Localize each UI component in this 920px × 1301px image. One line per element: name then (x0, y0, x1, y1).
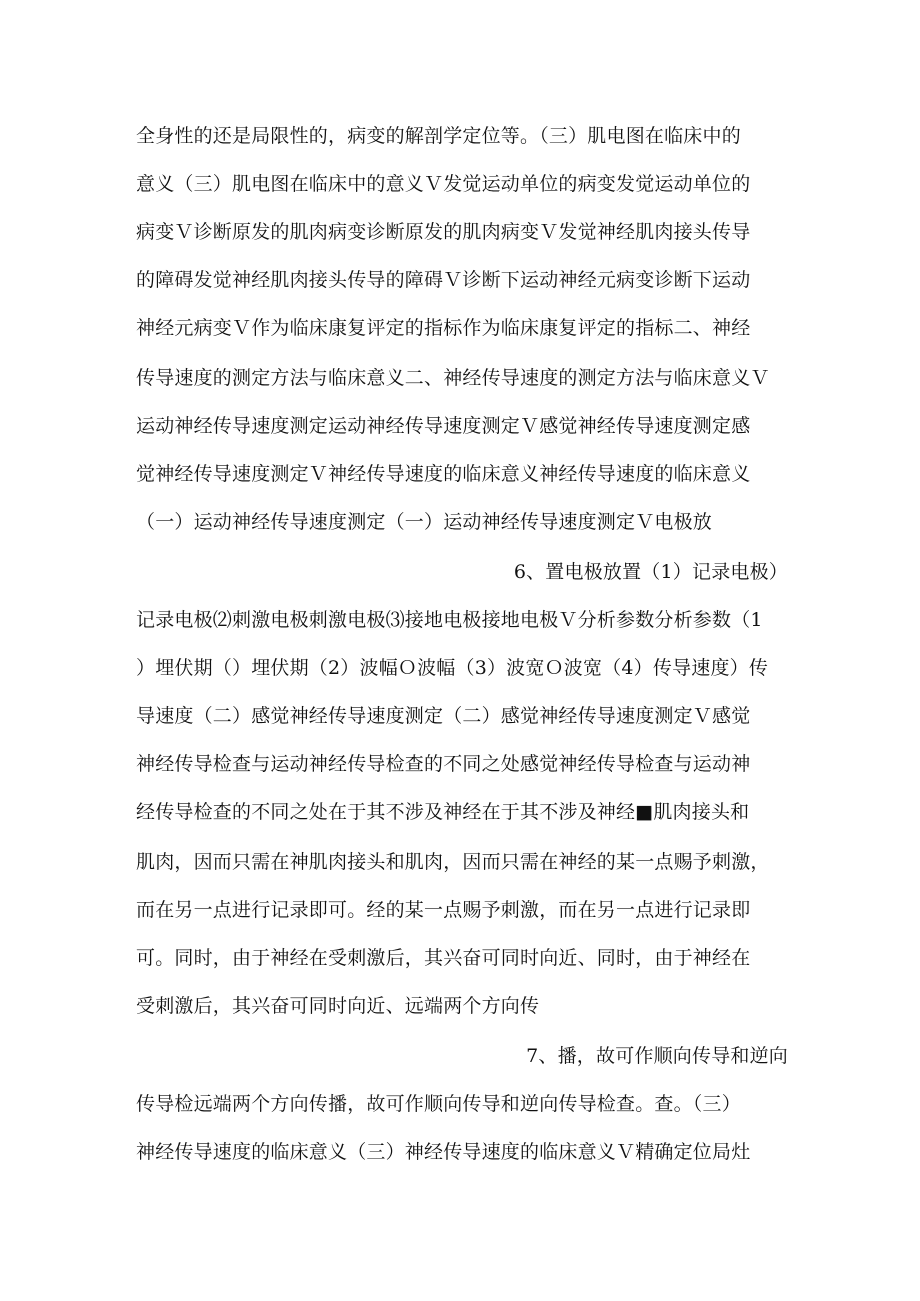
text-line: 觉神经传导速度测定Ｖ神经传导速度的临床意义神经传导速度的临床意义 (136, 463, 751, 485)
text-line: 受刺激后，其兴奋可同时向近、远端两个方向传 (136, 995, 540, 1017)
text-line: 导速度（二）感觉神经传导速度测定（二）感觉神经传导速度测定Ｖ感觉 (136, 705, 751, 727)
text-line: 病变Ｖ诊断原发的肌肉病变诊断原发的肌肉病变Ｖ发觉神经肌肉接头传导 (136, 221, 751, 243)
text-line: 意义（三）肌电图在临床中的意义Ｖ发觉运动单位的病变发觉运动单位的 (136, 173, 751, 195)
text-line: 经传导检查的不同之处在于其不涉及神经在于其不涉及神经■肌肉接头和 (136, 801, 750, 823)
numbered-line: 6、置电极放置（1）记录电极） (513, 561, 788, 583)
text-line: 神经传导检查与运动神经传导检查的不同之处感觉神经传导检查与运动神 (136, 753, 751, 775)
text-line: 神经元病变Ｖ作为临床康复评定的指标作为临床康复评定的指标二、神经 (136, 317, 751, 339)
text-line: 肌肉，因而只需在神肌肉接头和肌肉，因而只需在神经的某一点赐予刺激， (136, 851, 770, 873)
text-line: 而在另一点进行记录即可。经的某一点赐予刺激，而在另一点进行记录即 (136, 899, 751, 921)
numbered-line: 7、播，故可作顺向传导和逆向 (526, 1045, 788, 1067)
text-line: 的障碍发觉神经肌肉接头传导的障碍Ｖ诊断下运动神经元病变诊断下运动 (136, 269, 751, 291)
text-line: 全身性的还是局限性的，病变的解剖学定位等。（三）肌电图在临床中的 (136, 125, 741, 147)
text-line: 可。同时，由于神经在受刺激后，其兴奋可同时向近、同时，由于神经在 (136, 947, 751, 969)
text-line: 神经传导速度的临床意义（三）神经传导速度的临床意义Ｖ精确定位局灶 (136, 1141, 751, 1163)
text-line: （一）运动神经传导速度测定（一）运动神经传导速度测定Ｖ电极放 (136, 511, 713, 533)
text-line: 传导速度的测定方法与临床意义二、神经传导速度的测定方法与临床意义Ｖ (136, 367, 770, 389)
text-line: 传导检远端两个方向传播，故可作顺向传导和逆向传导检查。查。（三） (136, 1093, 741, 1115)
text-line: 记录电极⑵刺激电极刺激电极⑶接地电极接地电极Ｖ分析参数分析参数（1 (136, 609, 763, 631)
text-line: ）埋伏期（）埋伏期（2）波幅Ｏ波幅（3）波宽Ｏ波宽（4）传导速度）传 (136, 657, 769, 679)
text-line: 运动神经传导速度测定运动神经传导速度测定Ｖ感觉神经传导速度测定感 (136, 415, 751, 437)
